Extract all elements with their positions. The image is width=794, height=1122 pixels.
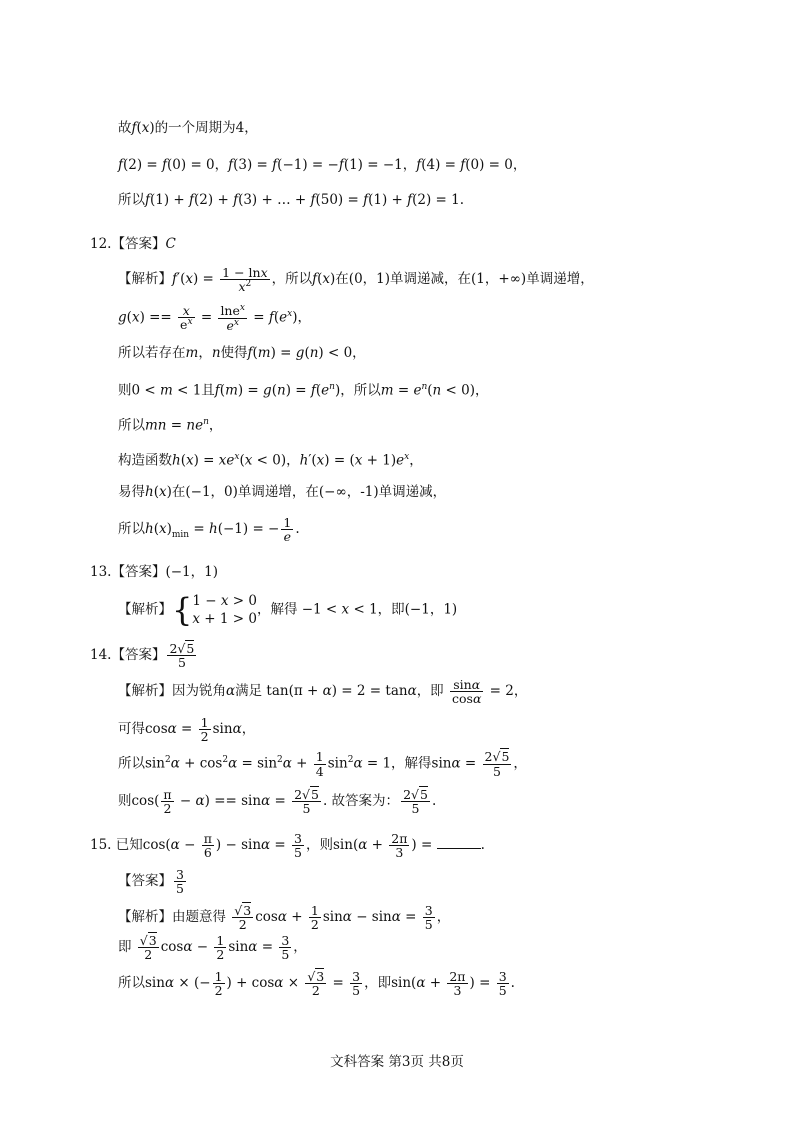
text-line: 【解析】由题意得 $\frac{√3}{2}$ cosα + $\frac{1}{2}$ sinα − sinα = $\frac{3}{5}$ ， xyxy=(118,903,451,933)
text-line: 易得h(x)在(−1，0)单调递增，在(−∞，-1)单调递减， xyxy=(118,484,447,500)
text-line: 【解析】{1 − x > 0 x + 1 > 0，解得 −1 < x < 1，即(−1，1) xyxy=(118,591,458,629)
text-line: 所以若存在m，n使得f(m) = g(n) < 0， xyxy=(118,345,366,361)
question-13-answer: 13.【答案】(−1，1) xyxy=(90,564,218,580)
text-line: 【解析】因为锐角α满足 tan(π + α) = 2 = tanα，即 $\frac{\sin\alpha}{\cos\alpha}$ = 2， xyxy=(118,677,528,707)
question-15-answer: 【答案】 $\frac{3}{5}$ xyxy=(118,867,184,897)
text-line: 可得cosα = $\frac{1}{2}$ sinα， xyxy=(118,715,256,745)
text-line: 【解析】f′(x) = $\frac{1 - \ln x}{x^2}$ ，所以f(x)在(0，1)单调递减，在(1，+∞)单调递增， xyxy=(118,265,594,295)
question-12-answer: 12.【答案】C xyxy=(90,236,176,252)
text-line: 所以sinα × (− $\frac{1}{2}$ ) + cosα × $\frac{√3}{2}$ = $\frac{3}{5}$ ，即sin(α + $\frac{2\pi}{3}$ ) = $\frac{3}{5}$ . xyxy=(118,969,515,999)
text-line: f(2) = f(0) = 0，f(3) = f(−1) = −f(1) = −1，f(4) = f(0) = 0， xyxy=(118,157,527,173)
question-14-answer: 14.【答案】 $\frac{2√5}{5}$ xyxy=(90,641,195,671)
text-line: g(x) == $\frac{x}{e^x}$ = $\frac{\ln e^x}{e^x}$ = $f(e^x)$， xyxy=(118,303,312,333)
text-line: 所以$h(x)_{min} = h(-1)$ = − $\frac{1}{e}$ . xyxy=(118,515,300,545)
text-line: 构造函数$h(x) = xe^x(x < 0)$，$h'(x) = (x + 1)e^x$， xyxy=(118,452,423,469)
text-line: 所以$\sin^2\alpha + \cos^2\alpha = \sin^2\alpha$ + $\frac{1}{4}$ $\sin^2\alpha = 1$，解得sinα = $\frac{2√5}{5}$ ， xyxy=(118,749,527,779)
text-line: 所以mn = $ne^n$， xyxy=(118,417,223,434)
text-line: 所以f(1) + f(2) + f(3) + … + f(50) = f(1) + f(2) = 1. xyxy=(118,192,465,208)
question-15: 15. 已知cos(α − $\frac{\pi}{6}$ ) − sinα = $\frac{3}{5}$ ，则sin(α + $\frac{2\pi}{3}$ ) = . xyxy=(90,831,485,861)
text-line: 即 $\frac{√3}{2}$ cosα − $\frac{1}{2}$ sinα = $\frac{3}{5}$ ， xyxy=(118,933,307,963)
page-footer: 文科答案 第3页 共8页 xyxy=(330,1054,464,1070)
text-line: 则0 < m < 1且$f(m) = g(n) = f(e^n)$，所以$m = e^n(n < 0)$， xyxy=(118,382,489,399)
text-line: 故f(x)的一个周期为4， xyxy=(118,120,258,136)
answer-blank xyxy=(437,836,481,849)
text-line: 则cos( $\frac{\pi}{2}$ − α) == sinα = $\frac{2√5}{5}$ . 故答案为： $\frac{2√5}{5}$ . xyxy=(118,787,437,817)
